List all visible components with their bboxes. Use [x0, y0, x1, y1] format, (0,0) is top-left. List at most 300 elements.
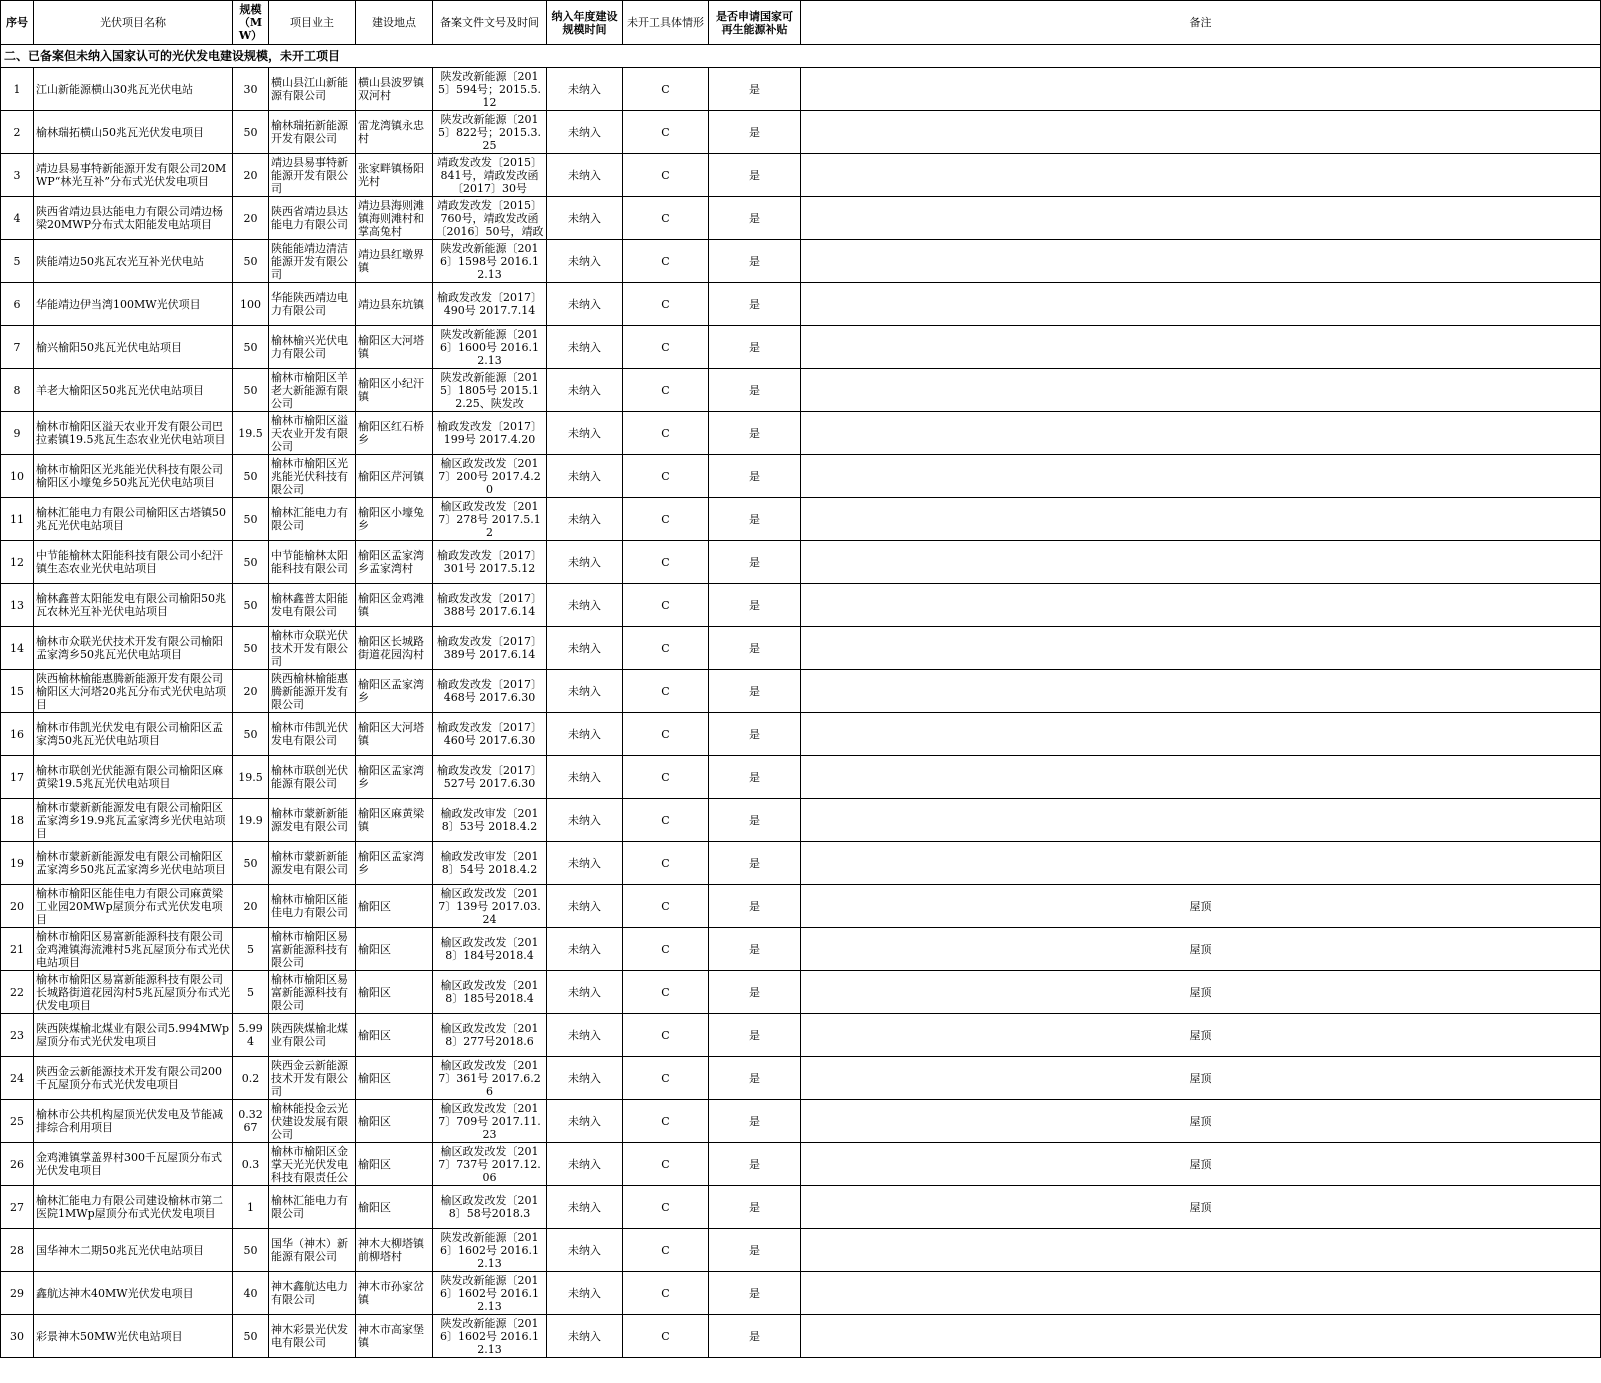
cell-project-name: 榆林市公共机构屋顶光伏发电及节能减排综合利用项目 [34, 1100, 233, 1143]
cell-included: 未纳入 [547, 154, 623, 197]
table-row [1, 369, 1601, 412]
cell-subsidy: 是 [709, 799, 801, 842]
cell-no: 25 [1, 1100, 34, 1143]
cell-location: 榆阳区红石桥乡 [356, 412, 433, 455]
cell-project-name: 中节能榆林太阳能科技有限公司小纪汗镇生态农业光伏电站项目 [34, 541, 233, 584]
cell-situation: C [623, 1100, 709, 1143]
cell-no: 7 [1, 326, 34, 369]
header-note: 备注 [801, 1, 1601, 45]
cell-included: 未纳入 [547, 799, 623, 842]
cell-included: 未纳入 [547, 541, 623, 584]
cell-filing: 陕发改新能源〔2016〕1598号 2016.12.13 [433, 240, 547, 283]
cell-subsidy: 是 [709, 240, 801, 283]
cell-situation: C [623, 240, 709, 283]
cell-subsidy: 是 [709, 670, 801, 713]
cell-filing: 陕发改新能源〔2015〕594号；2015.5.12 [433, 68, 547, 111]
cell-filing: 榆政发改审发〔2018〕54号 2018.4.2 [433, 842, 547, 885]
cell-subsidy: 是 [709, 584, 801, 627]
cell-project-name: 鑫航达神木40MW光伏发电项目 [34, 1272, 233, 1315]
cell-project-name: 榆林市蒙新新能源发电有限公司榆阳区孟家湾乡19.9兆瓦孟家湾乡光伏电站项目 [34, 799, 233, 842]
cell-subsidy: 是 [709, 1143, 801, 1186]
cell-included: 未纳入 [547, 68, 623, 111]
cell-included: 未纳入 [547, 670, 623, 713]
table-row [1, 627, 1601, 670]
table-row [1, 111, 1601, 154]
cell-scale: 50 [233, 541, 269, 584]
cell-owner: 榆林汇能电力有限公司 [269, 1186, 356, 1229]
cell-owner: 榆林市联创光伏能源有限公司 [269, 756, 356, 799]
cell-filing: 榆政发改发〔2017〕460号 2017.6.30 [433, 713, 547, 756]
cell-no: 23 [1, 1014, 34, 1057]
cell-situation: C [623, 1315, 709, 1358]
cell-no: 2 [1, 111, 34, 154]
cell-situation: C [623, 1229, 709, 1272]
cell-project-name: 陕西陕煤榆北煤业有限公司5.994MWp屋顶分布式光伏发电项目 [34, 1014, 233, 1057]
cell-owner: 陕能能靖边清洁能源开发有限公司 [269, 240, 356, 283]
cell-note: 屋顶 [801, 885, 1601, 928]
cell-owner: 陕西金云新能源技术开发有限公司 [269, 1057, 356, 1100]
cell-project-name: 榆林汇能电力有限公司建设榆林市第二医院1MWp屋顶分布式光伏发电项目 [34, 1186, 233, 1229]
cell-included: 未纳入 [547, 455, 623, 498]
cell-scale: 5 [233, 971, 269, 1014]
cell-note: 屋顶 [801, 928, 1601, 971]
cell-included: 未纳入 [547, 1315, 623, 1358]
cell-subsidy: 是 [709, 1272, 801, 1315]
cell-filing: 榆政发改发〔2017〕388号 2017.6.14 [433, 584, 547, 627]
cell-scale: 50 [233, 842, 269, 885]
table-row [1, 1229, 1601, 1272]
cell-owner: 榆林市榆阳区能佳电力有限公司 [269, 885, 356, 928]
cell-filing: 榆政发改发〔2017〕490号 2017.7.14 [433, 283, 547, 326]
cell-no: 21 [1, 928, 34, 971]
table-row [1, 1272, 1601, 1315]
cell-filing: 榆政发改审发〔2018〕53号 2018.4.2 [433, 799, 547, 842]
cell-filing: 榆区政发改发〔2017〕361号 2017.6.26 [433, 1057, 547, 1100]
cell-subsidy: 是 [709, 1057, 801, 1100]
cell-owner: 榆林市榆阳区光兆能光伏科技有限公司 [269, 455, 356, 498]
cell-owner: 榆林市蒙新新能源发电有限公司 [269, 799, 356, 842]
cell-situation: C [623, 713, 709, 756]
cell-location: 横山县波罗镇双河村 [356, 68, 433, 111]
cell-location: 榆阳区孟家湾乡 [356, 842, 433, 885]
cell-included: 未纳入 [547, 1272, 623, 1315]
cell-subsidy: 是 [709, 1315, 801, 1358]
table-row [1, 412, 1601, 455]
table-row [1, 326, 1601, 369]
cell-situation: C [623, 154, 709, 197]
header-filing: 备案文件文号及时间 [433, 1, 547, 45]
cell-scale: 5 [233, 928, 269, 971]
cell-location: 榆阳区 [356, 1057, 433, 1100]
cell-note [801, 111, 1601, 154]
cell-note [801, 369, 1601, 412]
cell-owner: 榆林市榆阳区易富新能源科技有限公司 [269, 928, 356, 971]
cell-location: 神木市高家堡镇 [356, 1315, 433, 1358]
cell-subsidy: 是 [709, 498, 801, 541]
cell-no: 13 [1, 584, 34, 627]
cell-project-name: 陕能靖边50兆瓦农光互补光伏电站 [34, 240, 233, 283]
cell-project-name: 榆林市榆阳区易富新能源科技有限公司金鸡滩镇海流滩村5兆瓦屋顶分布式光伏电站项目 [34, 928, 233, 971]
cell-subsidy: 是 [709, 412, 801, 455]
cell-no: 26 [1, 1143, 34, 1186]
cell-note [801, 1272, 1601, 1315]
cell-situation: C [623, 541, 709, 584]
cell-included: 未纳入 [547, 971, 623, 1014]
cell-filing: 陕发改新能源〔2016〕1600号 2016.12.13 [433, 326, 547, 369]
cell-project-name: 榆兴榆阳50兆瓦光伏电站项目 [34, 326, 233, 369]
cell-filing: 榆政发改发〔2017〕301号 2017.5.12 [433, 541, 547, 584]
table-row [1, 799, 1601, 842]
cell-included: 未纳入 [547, 240, 623, 283]
cell-situation: C [623, 1057, 709, 1100]
cell-scale: 50 [233, 240, 269, 283]
header-subsidy: 是否申请国家可再生能源补贴 [709, 1, 801, 45]
table-row [1, 1315, 1601, 1358]
cell-situation: C [623, 283, 709, 326]
cell-filing: 榆区政发改发〔2018〕185号2018.4 [433, 971, 547, 1014]
cell-filing: 榆政发改发〔2017〕199号 2017.4.20 [433, 412, 547, 455]
table-row [1, 68, 1601, 111]
cell-note [801, 240, 1601, 283]
cell-situation: C [623, 1272, 709, 1315]
cell-included: 未纳入 [547, 1014, 623, 1057]
cell-project-name: 金鸡滩镇掌盖界村300千瓦屋顶分布式光伏发电项目 [34, 1143, 233, 1186]
cell-subsidy: 是 [709, 713, 801, 756]
cell-location: 靖边县东坑镇 [356, 283, 433, 326]
cell-location: 靖边县红墩界镇 [356, 240, 433, 283]
cell-project-name: 榆林市榆阳区易富新能源科技有限公司长城路街道花园沟村5兆瓦屋顶分布式光伏发电项目 [34, 971, 233, 1014]
table-row [1, 1014, 1601, 1057]
table-row [1, 1143, 1601, 1186]
cell-location: 榆阳区麻黄梁镇 [356, 799, 433, 842]
cell-scale: 20 [233, 197, 269, 240]
cell-filing: 陕发改新能源〔2016〕1602号 2016.12.13 [433, 1229, 547, 1272]
cell-included: 未纳入 [547, 1186, 623, 1229]
cell-filing: 榆区政发改发〔2017〕709号 2017.11.23 [433, 1100, 547, 1143]
cell-filing: 榆区政发改发〔2018〕58号2018.3 [433, 1186, 547, 1229]
table-row [1, 885, 1601, 928]
cell-situation: C [623, 326, 709, 369]
cell-filing: 靖政发改发〔2015〕760号，靖政发改函〔2016〕50号，靖政 [433, 197, 547, 240]
cell-no: 3 [1, 154, 34, 197]
cell-situation: C [623, 111, 709, 154]
cell-subsidy: 是 [709, 842, 801, 885]
cell-project-name: 榆林鑫普太阳能发电有限公司榆阳50兆瓦农林光互补光伏电站项目 [34, 584, 233, 627]
cell-no: 28 [1, 1229, 34, 1272]
cell-scale: 40 [233, 1272, 269, 1315]
cell-scale: 0.3267 [233, 1100, 269, 1143]
cell-owner: 神木鑫航达电力有限公司 [269, 1272, 356, 1315]
cell-included: 未纳入 [547, 885, 623, 928]
cell-subsidy: 是 [709, 1100, 801, 1143]
cell-project-name: 国华神木二期50兆瓦光伏电站项目 [34, 1229, 233, 1272]
cell-owner: 横山县江山新能源有限公司 [269, 68, 356, 111]
header-scale: 规模（MW） [233, 1, 269, 45]
cell-owner: 榆林汇能电力有限公司 [269, 498, 356, 541]
cell-situation: C [623, 842, 709, 885]
cell-note: 屋顶 [801, 1057, 1601, 1100]
cell-included: 未纳入 [547, 197, 623, 240]
cell-owner: 榆林市蒙新新能源发电有限公司 [269, 842, 356, 885]
cell-no: 12 [1, 541, 34, 584]
cell-filing: 榆区政发改发〔2017〕139号 2017.03.24 [433, 885, 547, 928]
cell-project-name: 榆林市榆阳区能佳电力有限公司麻黄梁工业园20MWp屋顶分布式光伏发电项目 [34, 885, 233, 928]
cell-situation: C [623, 928, 709, 971]
cell-note [801, 283, 1601, 326]
cell-location: 榆阳区芹河镇 [356, 455, 433, 498]
cell-scale: 50 [233, 498, 269, 541]
cell-no: 14 [1, 627, 34, 670]
cell-location: 榆阳区 [356, 885, 433, 928]
cell-owner: 靖边县易事特新能源开发有限公司 [269, 154, 356, 197]
cell-filing: 陕发改新能源〔2016〕1602号 2016.12.13 [433, 1272, 547, 1315]
cell-scale: 0.2 [233, 1057, 269, 1100]
cell-owner: 中节能榆林太阳能科技有限公司 [269, 541, 356, 584]
cell-note [801, 584, 1601, 627]
cell-project-name: 陕西金云新能源技术开发有限公司200千瓦屋顶分布式光伏发电项目 [34, 1057, 233, 1100]
cell-included: 未纳入 [547, 627, 623, 670]
cell-no: 8 [1, 369, 34, 412]
cell-project-name: 榆林市伟凯光伏发电有限公司榆阳区孟家湾50兆瓦光伏电站项目 [34, 713, 233, 756]
cell-situation: C [623, 756, 709, 799]
cell-scale: 50 [233, 713, 269, 756]
cell-note [801, 68, 1601, 111]
cell-included: 未纳入 [547, 842, 623, 885]
cell-situation: C [623, 627, 709, 670]
table-row [1, 584, 1601, 627]
cell-included: 未纳入 [547, 283, 623, 326]
table-row [1, 756, 1601, 799]
cell-included: 未纳入 [547, 1057, 623, 1100]
cell-location: 神木市孙家岔镇 [356, 1272, 433, 1315]
table-row [1, 928, 1601, 971]
cell-filing: 榆政发改发〔2017〕389号 2017.6.14 [433, 627, 547, 670]
cell-note [801, 197, 1601, 240]
cell-included: 未纳入 [547, 326, 623, 369]
cell-location: 榆阳区大河塔镇 [356, 326, 433, 369]
cell-subsidy: 是 [709, 197, 801, 240]
cell-note: 屋顶 [801, 1143, 1601, 1186]
cell-project-name: 榆林市榆阳区光兆能光伏科技有限公司榆阳区小壕兔乡50兆瓦光伏电站项目 [34, 455, 233, 498]
cell-owner: 榆林瑞拓新能源开发有限公司 [269, 111, 356, 154]
cell-filing: 榆政发改发〔2017〕468号 2017.6.30 [433, 670, 547, 713]
table-row [1, 670, 1601, 713]
cell-note [801, 412, 1601, 455]
cell-scale: 19.5 [233, 756, 269, 799]
header-no: 序号 [1, 1, 34, 45]
header-included: 纳入年度建设规模时间 [547, 1, 623, 45]
cell-scale: 50 [233, 627, 269, 670]
cell-subsidy: 是 [709, 455, 801, 498]
cell-project-name: 榆林市联创光伏能源有限公司榆阳区麻黄梁19.5兆瓦光伏电站项目 [34, 756, 233, 799]
cell-no: 4 [1, 197, 34, 240]
cell-location: 榆阳区孟家湾乡孟家湾村 [356, 541, 433, 584]
cell-included: 未纳入 [547, 1143, 623, 1186]
cell-location: 榆阳区 [356, 1186, 433, 1229]
cell-note [801, 670, 1601, 713]
cell-subsidy: 是 [709, 541, 801, 584]
cell-no: 6 [1, 283, 34, 326]
cell-project-name: 陕西榆林榆能惠腾新能源开发有限公司榆阳区大河塔20兆瓦分布式光伏电站项目 [34, 670, 233, 713]
cell-scale: 20 [233, 154, 269, 197]
cell-note [801, 1229, 1601, 1272]
cell-scale: 20 [233, 885, 269, 928]
cell-note [801, 799, 1601, 842]
cell-location: 雷龙湾镇永忠村 [356, 111, 433, 154]
cell-no: 22 [1, 971, 34, 1014]
cell-location: 榆阳区 [356, 1100, 433, 1143]
cell-scale: 1 [233, 1186, 269, 1229]
cell-included: 未纳入 [547, 498, 623, 541]
cell-project-name: 榆林汇能电力有限公司榆阳区古塔镇50兆瓦光伏电站项目 [34, 498, 233, 541]
table-row [1, 240, 1601, 283]
cell-project-name: 江山新能源横山30兆瓦光伏电站 [34, 68, 233, 111]
table-row [1, 842, 1601, 885]
cell-note: 屋顶 [801, 1014, 1601, 1057]
cell-note: 屋顶 [801, 1100, 1601, 1143]
cell-situation: C [623, 369, 709, 412]
cell-subsidy: 是 [709, 885, 801, 928]
cell-location: 榆阳区孟家湾乡 [356, 670, 433, 713]
header-row [1, 1, 1601, 45]
cell-included: 未纳入 [547, 928, 623, 971]
cell-no: 20 [1, 885, 34, 928]
cell-no: 1 [1, 68, 34, 111]
cell-location: 榆阳区 [356, 971, 433, 1014]
cell-no: 15 [1, 670, 34, 713]
cell-project-name: 华能靖边伊当湾100MW光伏项目 [34, 283, 233, 326]
table-row [1, 541, 1601, 584]
cell-project-name: 榆林市众联光伏技术开发有限公司榆阳孟家湾乡50兆瓦光伏电站项目 [34, 627, 233, 670]
cell-owner: 陕西陕煤榆北煤业有限公司 [269, 1014, 356, 1057]
table-row [1, 498, 1601, 541]
cell-situation: C [623, 885, 709, 928]
cell-subsidy: 是 [709, 627, 801, 670]
cell-scale: 5.994 [233, 1014, 269, 1057]
cell-scale: 50 [233, 111, 269, 154]
cell-included: 未纳入 [547, 412, 623, 455]
cell-location: 榆阳区大河塔镇 [356, 713, 433, 756]
cell-situation: C [623, 584, 709, 627]
cell-included: 未纳入 [547, 369, 623, 412]
cell-location: 榆阳区 [356, 1143, 433, 1186]
cell-subsidy: 是 [709, 1014, 801, 1057]
cell-filing: 榆区政发改发〔2017〕737号 2017.12.06 [433, 1143, 547, 1186]
cell-note: 屋顶 [801, 971, 1601, 1014]
cell-location: 榆阳区小壕兔乡 [356, 498, 433, 541]
cell-location: 榆阳区孟家湾乡 [356, 756, 433, 799]
cell-situation: C [623, 412, 709, 455]
cell-scale: 50 [233, 1229, 269, 1272]
cell-location: 靖边县海则滩镇海则滩村和掌高兔村 [356, 197, 433, 240]
cell-scale: 50 [233, 369, 269, 412]
cell-situation: C [623, 68, 709, 111]
cell-filing: 陕发改新能源〔2015〕1805号 2015.12.25、陕发改 [433, 369, 547, 412]
cell-included: 未纳入 [547, 1100, 623, 1143]
cell-no: 18 [1, 799, 34, 842]
cell-situation: C [623, 455, 709, 498]
cell-note [801, 627, 1601, 670]
table-row [1, 154, 1601, 197]
header-name: 光伏项目名称 [34, 1, 233, 45]
cell-owner: 榆林鑫普太阳能发电有限公司 [269, 584, 356, 627]
cell-owner: 榆林市榆阳区溢天农业开发有限公司 [269, 412, 356, 455]
cell-scale: 50 [233, 1315, 269, 1358]
cell-situation: C [623, 971, 709, 1014]
cell-included: 未纳入 [547, 1229, 623, 1272]
cell-owner: 榆林市榆阳区羊老大新能源有限公司 [269, 369, 356, 412]
cell-subsidy: 是 [709, 1186, 801, 1229]
cell-no: 17 [1, 756, 34, 799]
cell-no: 9 [1, 412, 34, 455]
cell-owner: 榆林能投金云光伏建设发展有限公司 [269, 1100, 356, 1143]
cell-filing: 陕发改新能源〔2016〕1602号 2016.12.13 [433, 1315, 547, 1358]
cell-project-name: 彩景神木50MW光伏电站项目 [34, 1315, 233, 1358]
cell-situation: C [623, 197, 709, 240]
cell-subsidy: 是 [709, 326, 801, 369]
cell-owner: 榆林市伟凯光伏发电有限公司 [269, 713, 356, 756]
cell-note [801, 1315, 1601, 1358]
header-situation: 未开工具体情形 [623, 1, 709, 45]
cell-included: 未纳入 [547, 756, 623, 799]
cell-scale: 100 [233, 283, 269, 326]
cell-project-name: 榆林瑞拓横山50兆瓦光伏发电项目 [34, 111, 233, 154]
cell-subsidy: 是 [709, 1229, 801, 1272]
cell-location: 榆阳区 [356, 928, 433, 971]
cell-note [801, 756, 1601, 799]
cell-owner: 榆林市众联光伏技术开发有限公司 [269, 627, 356, 670]
cell-included: 未纳入 [547, 111, 623, 154]
table-row [1, 713, 1601, 756]
cell-location: 榆阳区金鸡滩镇 [356, 584, 433, 627]
cell-location: 榆阳区 [356, 1014, 433, 1057]
cell-subsidy: 是 [709, 928, 801, 971]
cell-project-name: 羊老大榆阳区50兆瓦光伏电站项目 [34, 369, 233, 412]
cell-no: 19 [1, 842, 34, 885]
cell-situation: C [623, 498, 709, 541]
cell-scale: 20 [233, 670, 269, 713]
cell-scale: 50 [233, 455, 269, 498]
cell-subsidy: 是 [709, 111, 801, 154]
cell-situation: C [623, 799, 709, 842]
cell-filing: 榆区政发改发〔2017〕278号 2017.5.12 [433, 498, 547, 541]
cell-project-name: 靖边县易事特新能源开发有限公司20MWP“林光互补”分布式光伏发电项目 [34, 154, 233, 197]
cell-note [801, 498, 1601, 541]
cell-project-name: 陕西省靖边县达能电力有限公司靖边杨梁20MWP分布式太阳能发电站项目 [34, 197, 233, 240]
section-row [1, 45, 1601, 68]
header-location: 建设地点 [356, 1, 433, 45]
cell-note [801, 154, 1601, 197]
cell-filing: 榆政发改发〔2017〕527号 2017.6.30 [433, 756, 547, 799]
cell-owner: 榆林市榆阳区易富新能源科技有限公司 [269, 971, 356, 1014]
cell-situation: C [623, 1186, 709, 1229]
cell-filing: 榆区政发改发〔2018〕277号2018.6 [433, 1014, 547, 1057]
cell-filing: 陕发改新能源〔2015〕822号；2015.3.25 [433, 111, 547, 154]
cell-scale: 30 [233, 68, 269, 111]
cell-owner: 榆林榆兴光伏电力有限公司 [269, 326, 356, 369]
cell-no: 11 [1, 498, 34, 541]
cell-no: 16 [1, 713, 34, 756]
cell-situation: C [623, 670, 709, 713]
table-row [1, 971, 1601, 1014]
cell-subsidy: 是 [709, 369, 801, 412]
cell-situation: C [623, 1143, 709, 1186]
cell-no: 10 [1, 455, 34, 498]
cell-location: 榆阳区小纪汗镇 [356, 369, 433, 412]
cell-included: 未纳入 [547, 584, 623, 627]
cell-scale: 0.3 [233, 1143, 269, 1186]
cell-owner: 国华（神木）新能源有限公司 [269, 1229, 356, 1272]
